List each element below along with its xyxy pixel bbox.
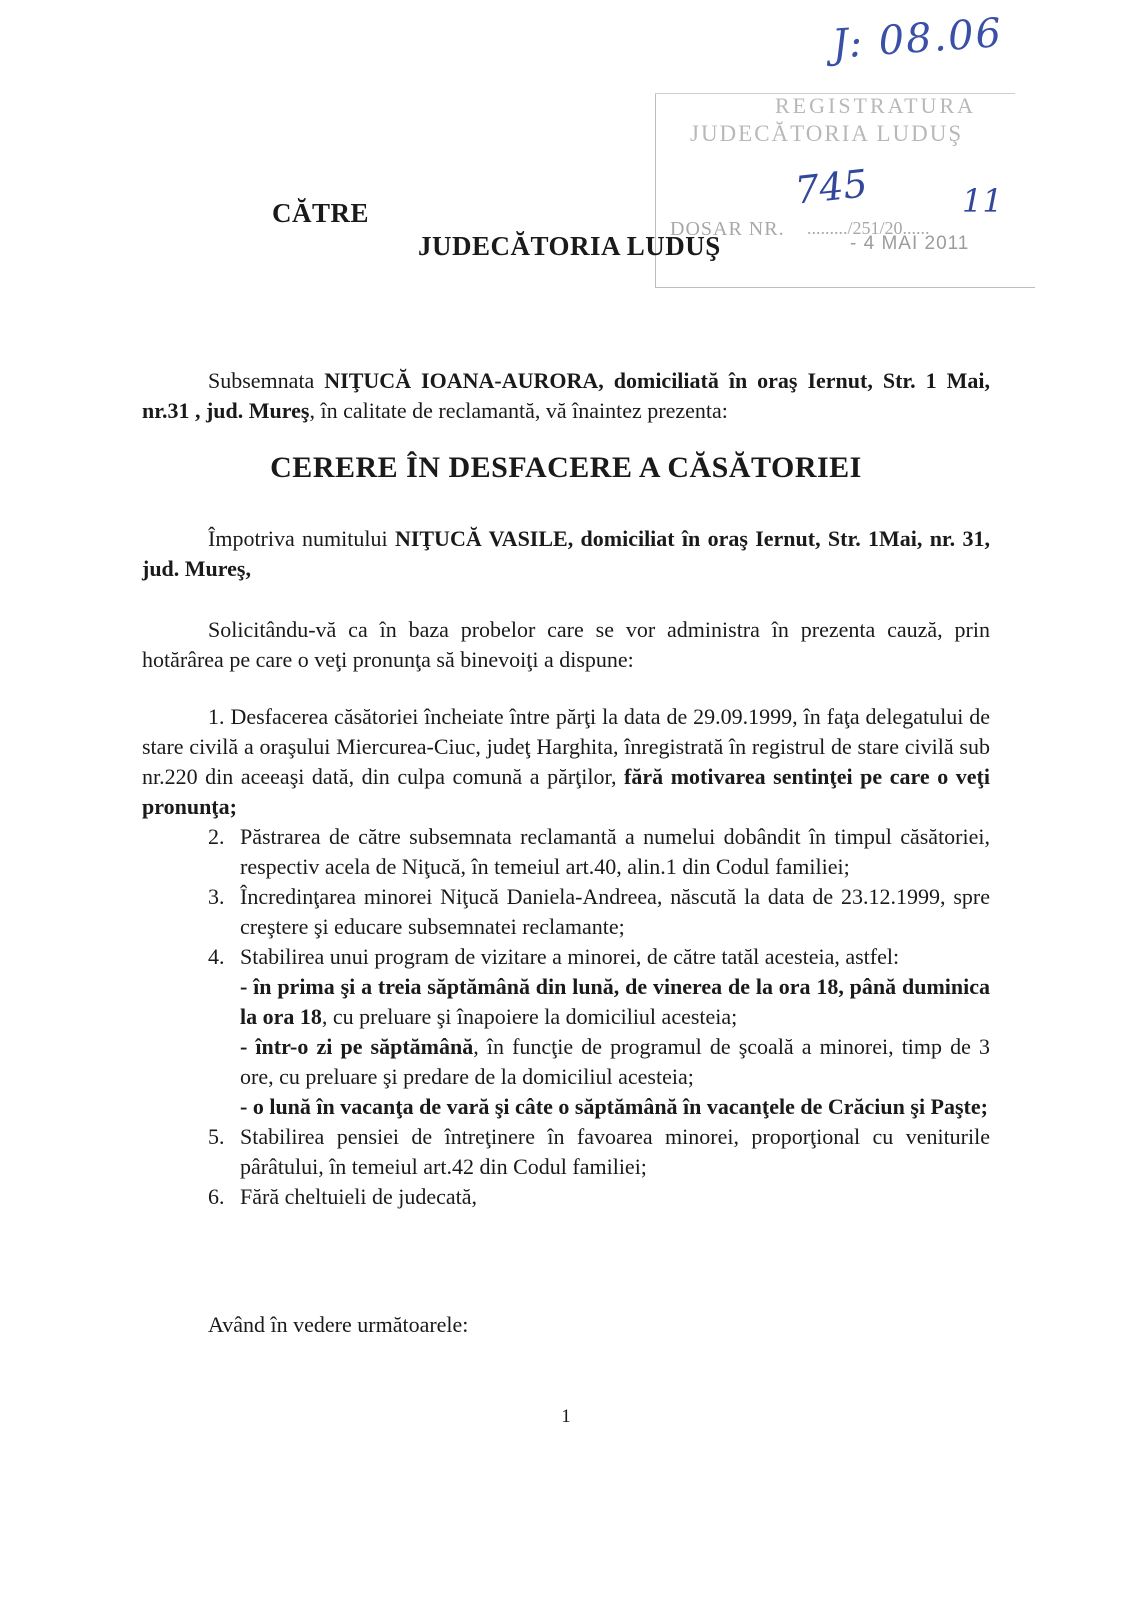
list-item — [142, 942, 990, 1122]
list-item-number: 5. — [208, 1124, 225, 1149]
stamp-dosar-dots: ........./251/20...... — [807, 218, 930, 238]
request-text: Solicitându-vă ca în baza probelor care se vor administra în prezenta cauză, prin hotărârea pe care o veţi pronunţa să binevoiţi a dispune: — [142, 617, 990, 672]
page-number: 1 — [561, 1406, 571, 1427]
intro-end: , în calitate de reclamantă, vă înaintez prezenta: — [309, 398, 728, 423]
intro-text: Subsemnata — [208, 368, 325, 393]
list-item-text: Fără cheltuieli de judecată, — [240, 1184, 477, 1209]
visit-schedule-2-bold: - într-o zi pe săptămână — [240, 1034, 474, 1059]
list-item — [142, 702, 990, 822]
list-item-text: Stabilirea pensiei de întreţinere în favoarea minorei, proporţional cu veniturile pârâtului, în temeiul art.42 din Codul familiei; — [240, 1124, 990, 1179]
visit-schedule-1 — [240, 972, 990, 1032]
stamp-border-bottom — [655, 287, 1035, 288]
visit-schedule-2 — [240, 1032, 990, 1092]
address-to: CĂTRE — [272, 198, 370, 228]
document-title: CERERE ÎN DESFACERE A CĂSĂTORIEI — [270, 451, 862, 484]
list-item-text: Păstrarea de către subsemnata reclamantă a numelui dobândit în timpul căsătoriei, respectiv acela de Niţucă, în temeiul art.40, alin.1 din Codul familiei; — [240, 824, 990, 879]
list-item — [142, 1182, 990, 1212]
handwritten-case-number: 745 — [792, 161, 870, 213]
handwritten-date: J: 08.06 — [830, 10, 1005, 68]
list-item-number: 4. — [208, 944, 225, 969]
stamp-registry-label: REGISTRATURA — [775, 93, 977, 118]
list-item-text: Stabilirea unui program de vizitare a minorei, de către tatăl acesteia, astfel: — [240, 944, 900, 969]
list-item — [142, 822, 990, 882]
list-item-number: 2. — [208, 824, 225, 849]
visit-schedule-1-bold: - în prima şi a treia săptămână din lună, de vinerea de la ora 18, până duminica la ora 18 — [240, 974, 990, 1029]
request-items-list — [142, 702, 990, 1212]
stamp-court-label: JUDECĂTORIA LUDUŞ — [690, 121, 964, 146]
list-item-number: 3. — [208, 884, 225, 909]
defendant-text: Împotriva numitului — [208, 526, 395, 551]
list-item — [142, 882, 990, 942]
visit-schedule-1-text: , cu preluare şi înapoiere la domiciliul acesteia; — [321, 1004, 738, 1029]
defendant-details: NIŢUCĂ VASILE, domiciliat în oraş Iernut, Str. 1Mai, nr. 31, jud. Mureş, — [142, 526, 990, 581]
closing-text: Având în vedere următoarele: — [208, 1312, 469, 1337]
visit-schedule-3: - o lună în vacanţa de vară şi câte o săptămână în vacanţele de Crăciun şi Paşte; — [240, 1094, 988, 1119]
intro-paragraph — [142, 366, 990, 426]
stamp-dosar-label: DOSAR NR. — [670, 218, 785, 240]
list-item-text: Încredinţarea minorei Niţucă Daniela-Andreea, născută la data de 23.12.1999, spre creştere şi educare subsemnatei reclamante; — [240, 884, 990, 939]
address-court: JUDECĂTORIA LUDUŞ — [418, 231, 721, 261]
visit-schedule-2-text: , în funcţie de programul de şcoală a minorei, timp de 3 ore, cu preluare şi predare de la domiciliul acesteia; — [240, 1034, 990, 1089]
defendant-paragraph — [142, 524, 990, 584]
stamp-date: - 4 MAI 2011 — [850, 233, 970, 254]
handwritten-case-year: 11 — [962, 182, 1003, 220]
list-item — [142, 1122, 990, 1182]
request-paragraph — [142, 615, 990, 675]
list-item-number: 6. — [208, 1184, 225, 1209]
list-item-bold: fără motivarea sentinţei pe care o veţi pronunţa; — [142, 764, 990, 819]
claimant-details: NIŢUCĂ IOANA-AURORA, domiciliată în oraş Iernut, Str. 1 Mai, nr.31 , jud. Mureş — [142, 368, 990, 423]
list-item-text: Desfacerea căsătoriei încheiate între părţi la data de 29.09.1999, în faţa delegatului de stare civilă a oraşului Miercurea-Ciuc, judeţ Harghita, înregistrată în registrul de stare civilă sub nr.220 din aceeaşi dată, din culpa comună a părţilor, — [142, 704, 990, 789]
list-item-number: 1. — [208, 704, 225, 729]
closing-paragraph — [142, 1310, 990, 1340]
